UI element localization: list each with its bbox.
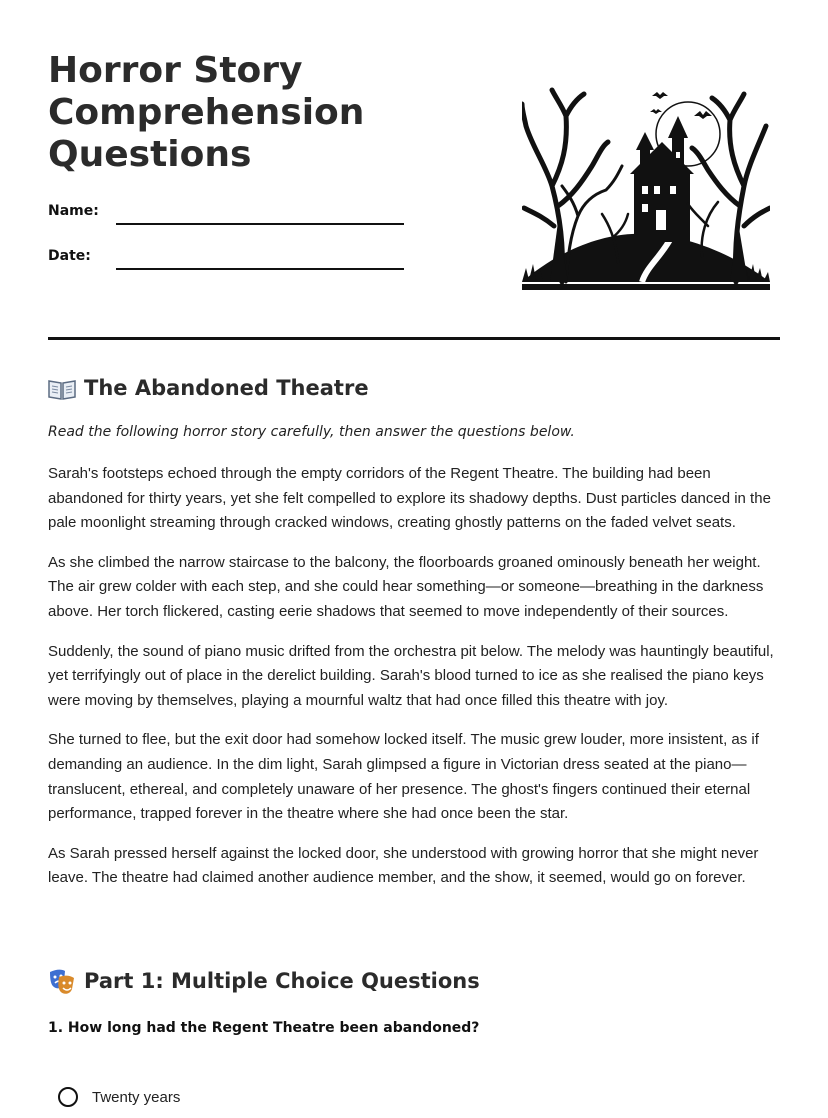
story-heading-text: The Abandoned Theatre [84, 376, 369, 400]
story-paragraph: Sarah's footsteps echoed through the empty corridors of the Regent Theatre. The building had been abandoned for thirty years, yet she felt compelled to explore its shadowy depths. Dust particles danced in the pale moonlight streaming through cracked windows, creating ghostly patterns on the faded velvet seats. [48, 465, 771, 532]
story-paragraph: She turned to flee, but the exit door had somehow locked itself. The music grew louder, more insistent, as if demanding an audience. In the dim light, Sarah glimpsed a figure in Victorian dress seated at the piano—translucent, ethereal, and completely unaware of her presence. The ghost's fingers continued their eternal performance, trapped forever in the theatre where she had once been the star. [48, 731, 759, 823]
worksheet-page [48, 0, 780, 1106]
radio-button[interactable] [58, 1087, 78, 1107]
story-paragraph: Suddenly, the sound of piano music drifted from the orchestra pit below. The melody was hauntingly beautiful, yet terrifyingly out of place in the derelict building. Sarah's blood turned to ice as she realised the piano keys were moving by themselves, playing a mournful waltz that had once filled this theatre with joy. [48, 642, 774, 709]
date-answer-line[interactable] [116, 268, 404, 270]
part1-heading [48, 968, 480, 996]
worksheet-title: Horror Story Comprehension Questions [48, 50, 365, 175]
name-label: Name: [48, 203, 99, 219]
story-instructions: Read the following horror story carefully, then answer the questions below. [48, 424, 575, 440]
worksheet-header [48, 0, 780, 340]
story-heading [48, 376, 369, 400]
date-field[interactable] [48, 248, 408, 278]
header-divider [48, 337, 780, 340]
question-1-option-a[interactable] [58, 1084, 180, 1110]
open-book-icon [48, 378, 76, 400]
theatre-masks-icon [48, 968, 76, 996]
date-label: Date: [48, 248, 91, 264]
haunted-house-icon [522, 86, 770, 290]
story-paragraph: As Sarah pressed herself against the locked door, she understood with growing horror that she might never leave. The theatre had claimed another audience member, and the show, it seemed, would go on forever. [48, 844, 759, 887]
name-answer-line[interactable] [116, 223, 404, 225]
story-text [48, 462, 780, 906]
story-paragraph: As she climbed the narrow staircase to the balcony, the floorboards groaned ominously beneath her weight. The air grew colder with each step, and she could hear something—or someone—breathing in the darkness above. Her torch flickered, casting eerie shadows that seemed to move independently of their sources. [48, 553, 764, 620]
option-label: Twenty years [92, 1088, 181, 1106]
question-1: 1. How long had the Regent Theatre been abandoned? [48, 1020, 480, 1036]
part1-heading-text: Part 1: Multiple Choice Questions [84, 969, 480, 993]
name-field[interactable] [48, 203, 408, 233]
